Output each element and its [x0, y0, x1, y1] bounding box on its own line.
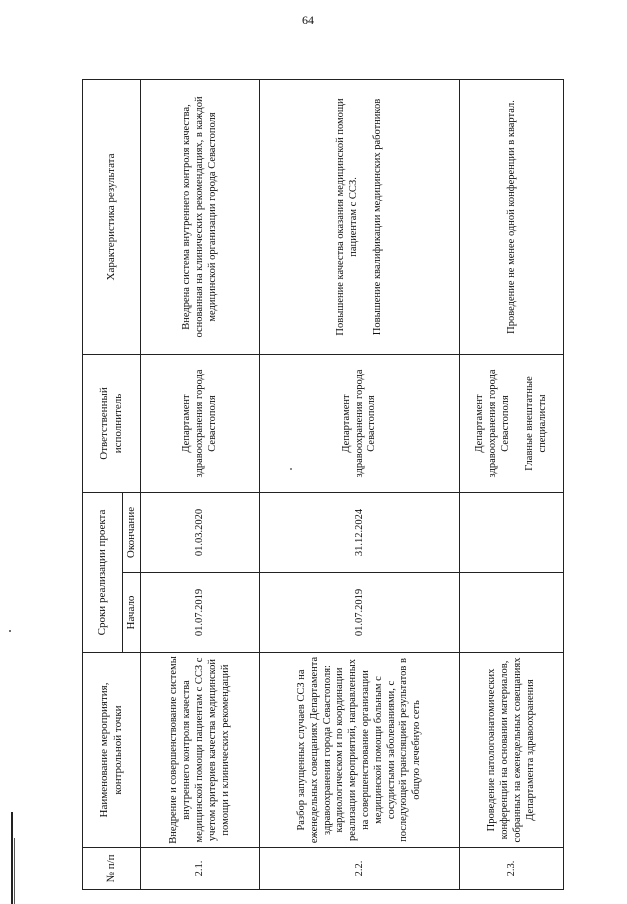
row-end: 01.03.2020	[141, 492, 260, 572]
row-number: 2.3.	[460, 848, 564, 890]
header-end: Окончание	[123, 492, 141, 572]
header-result: Характеристика результата	[83, 79, 141, 354]
rotated-table-container	[82, 80, 563, 890]
row-responsible-line-2: Главные внештатные специалисты	[524, 376, 549, 471]
row-result: Внедрена система внутреннего контроля качества, основанная на клинических рекомендациях, в каждой медицинской организации города Севастополя	[141, 79, 260, 354]
header-name: Наименование мероприятия, контрольной точки	[83, 653, 141, 848]
row-responsible-line-1: Департамент здравоохранения города Севастополя	[473, 369, 511, 478]
table-row	[260, 79, 460, 889]
table-row	[460, 79, 564, 889]
row-end	[460, 492, 564, 572]
row-number: 2.2.	[260, 848, 460, 890]
row-responsible: Департамент здравоохранения города Севастополя	[260, 354, 460, 492]
scan-speck	[9, 630, 11, 632]
scan-edge-mark	[14, 838, 15, 904]
table-header-row	[83, 79, 123, 889]
row-end: 31.12.2024	[260, 492, 460, 572]
row-result-line-2: Повышение квалификации медицинских работников	[372, 98, 384, 336]
row-name: Проведение патологоанатомических конференций на основании материалов, собранных на еженедельных совещаниях Департамента здравоохранения	[460, 653, 564, 848]
scan-edge-mark	[11, 812, 13, 904]
row-responsible	[460, 354, 564, 492]
row-start	[460, 573, 564, 653]
row-start: 01.07.2019	[141, 573, 260, 653]
row-result-line-1: Повышение качества оказания медицинской помощи пациентам с ССЗ.	[334, 98, 359, 336]
row-name: Разбор запущенных случаев ССЗ на еженедельных совещаниях Департамента здравоохранения города Севастополя: кардиологическом и по координации реализации мероприятий, направленных на совершенствование организации медицинской помощи больным с сосудистыми заболеваниями, с последующей трансляцией результатов в общую лечебную сеть	[260, 653, 460, 848]
row-name: Внедрение и совершенствование системы внутреннего контроля качества медицинской помощи пациентам с ССЗ с учетом критериев качества медицинской помощи и клинических рекомендаций	[141, 653, 260, 848]
header-terms: Сроки реализации проекта	[83, 492, 123, 652]
page-number: 64	[302, 13, 314, 27]
row-result	[260, 79, 460, 354]
row-number: 2.1.	[141, 848, 260, 890]
header-responsible: Ответственный исполнитель	[83, 354, 141, 492]
row-responsible: Департамент здравоохранения города Севастополя	[141, 354, 260, 492]
row-start: 01.07.2019	[260, 573, 460, 653]
row-result: Проведение не менее одной конференции в квартал.	[460, 79, 564, 354]
header-start: Начало	[123, 573, 141, 653]
table-row	[141, 79, 260, 889]
header-num: № п/п	[83, 848, 141, 890]
measures-table	[82, 79, 564, 890]
